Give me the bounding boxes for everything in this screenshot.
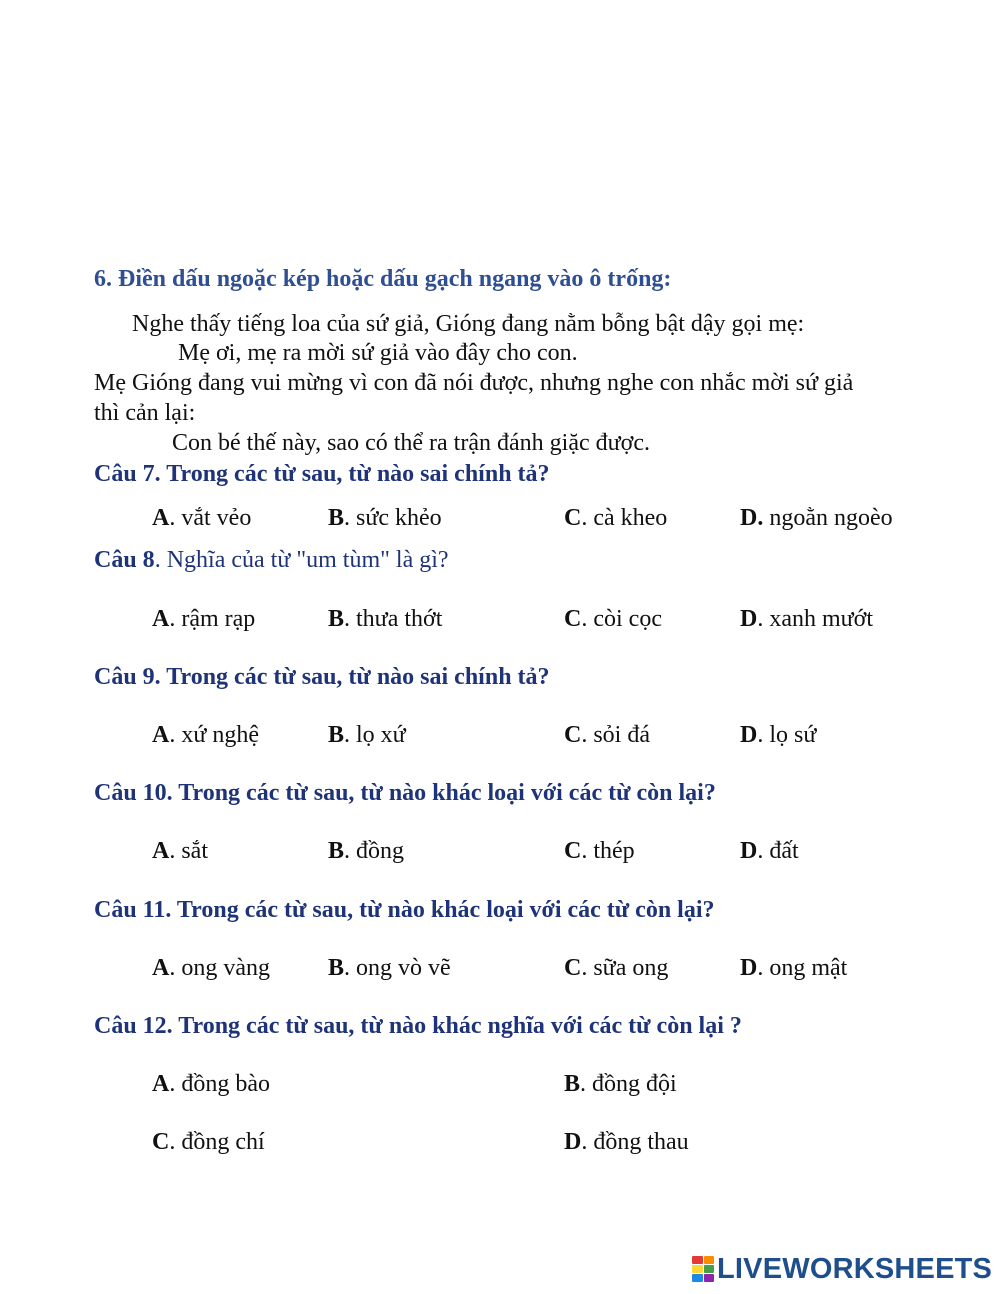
passage-line: thì cản lại: <box>94 400 196 426</box>
liveworksheets-logo-icon <box>692 1256 714 1282</box>
option-a[interactable]: A. sắt <box>152 838 209 864</box>
option-a[interactable]: A. vắt vẻo <box>152 505 252 531</box>
option-b[interactable]: B. đồng đội <box>564 1071 677 1097</box>
passage-line: Nghe thấy tiếng loa của sứ giả, Gióng đang nằm bỗng bật dậy gọi mẹ: <box>132 311 805 337</box>
option-a[interactable]: A. rậm rạp <box>152 606 256 632</box>
option-b[interactable]: B. ong vò vẽ <box>328 955 451 981</box>
passage-line: Mẹ Gióng đang vui mừng vì con đã nói được, nhưng nghe con nhắc mời sứ giả <box>94 370 854 396</box>
question-12-title: Câu 12. Trong các từ sau, từ nào khác nghĩa với các từ còn lại ? <box>94 1013 742 1039</box>
option-c[interactable]: C. còi cọc <box>564 606 662 632</box>
option-b[interactable]: B. lọ xứ <box>328 722 406 748</box>
option-b[interactable]: B. đồng <box>328 838 405 864</box>
option-d[interactable]: D. ngoằn ngoèo <box>740 505 893 531</box>
option-c[interactable]: C. cà kheo <box>564 505 668 531</box>
option-b[interactable]: B. thưa thớt <box>328 606 443 632</box>
option-c[interactable]: C. sỏi đá <box>564 722 651 748</box>
question-10-title: Câu 10. Trong các từ sau, từ nào khác loại với các từ còn lại? <box>94 780 716 806</box>
option-d[interactable]: D. đất <box>740 838 799 864</box>
question-7-title: Câu 7. Trong các từ sau, từ nào sai chính tả? <box>94 461 550 487</box>
option-d[interactable]: D. lọ sứ <box>740 722 817 748</box>
option-d[interactable]: D. đồng thau <box>564 1129 689 1155</box>
option-a[interactable]: A. xứ nghệ <box>152 722 260 748</box>
passage-line: Mẹ ơi, mẹ ra mời sứ giả vào đây cho con. <box>178 340 578 366</box>
option-d[interactable]: D. ong mật <box>740 955 848 981</box>
section-6-heading: 6. Điền dấu ngoặc kép hoặc dấu gạch ngang vào ô trống: <box>94 266 672 292</box>
option-c[interactable]: C. thép <box>564 838 635 864</box>
option-a[interactable]: A. ong vàng <box>152 955 270 981</box>
option-d[interactable]: D. xanh mướt <box>740 606 874 632</box>
logo-text: LIVEWORKSHEETS <box>717 1252 993 1285</box>
option-a[interactable]: A. đồng bào <box>152 1071 270 1097</box>
question-11-title: Câu 11. Trong các từ sau, từ nào khác loại với các từ còn lại? <box>94 897 715 923</box>
option-c[interactable]: C. đồng chí <box>152 1129 265 1155</box>
option-b[interactable]: B. sức khẻo <box>328 505 442 531</box>
option-c[interactable]: C. sữa ong <box>564 955 669 981</box>
question-8-title: Câu 8. Nghĩa của từ "um tùm" là gì? <box>94 547 449 573</box>
question-9-title: Câu 9. Trong các từ sau, từ nào sai chính tả? <box>94 664 550 690</box>
passage-line: Con bé thế này, sao có thể ra trận đánh giặc được. <box>172 430 650 456</box>
liveworksheets-logo <box>692 1252 992 1286</box>
